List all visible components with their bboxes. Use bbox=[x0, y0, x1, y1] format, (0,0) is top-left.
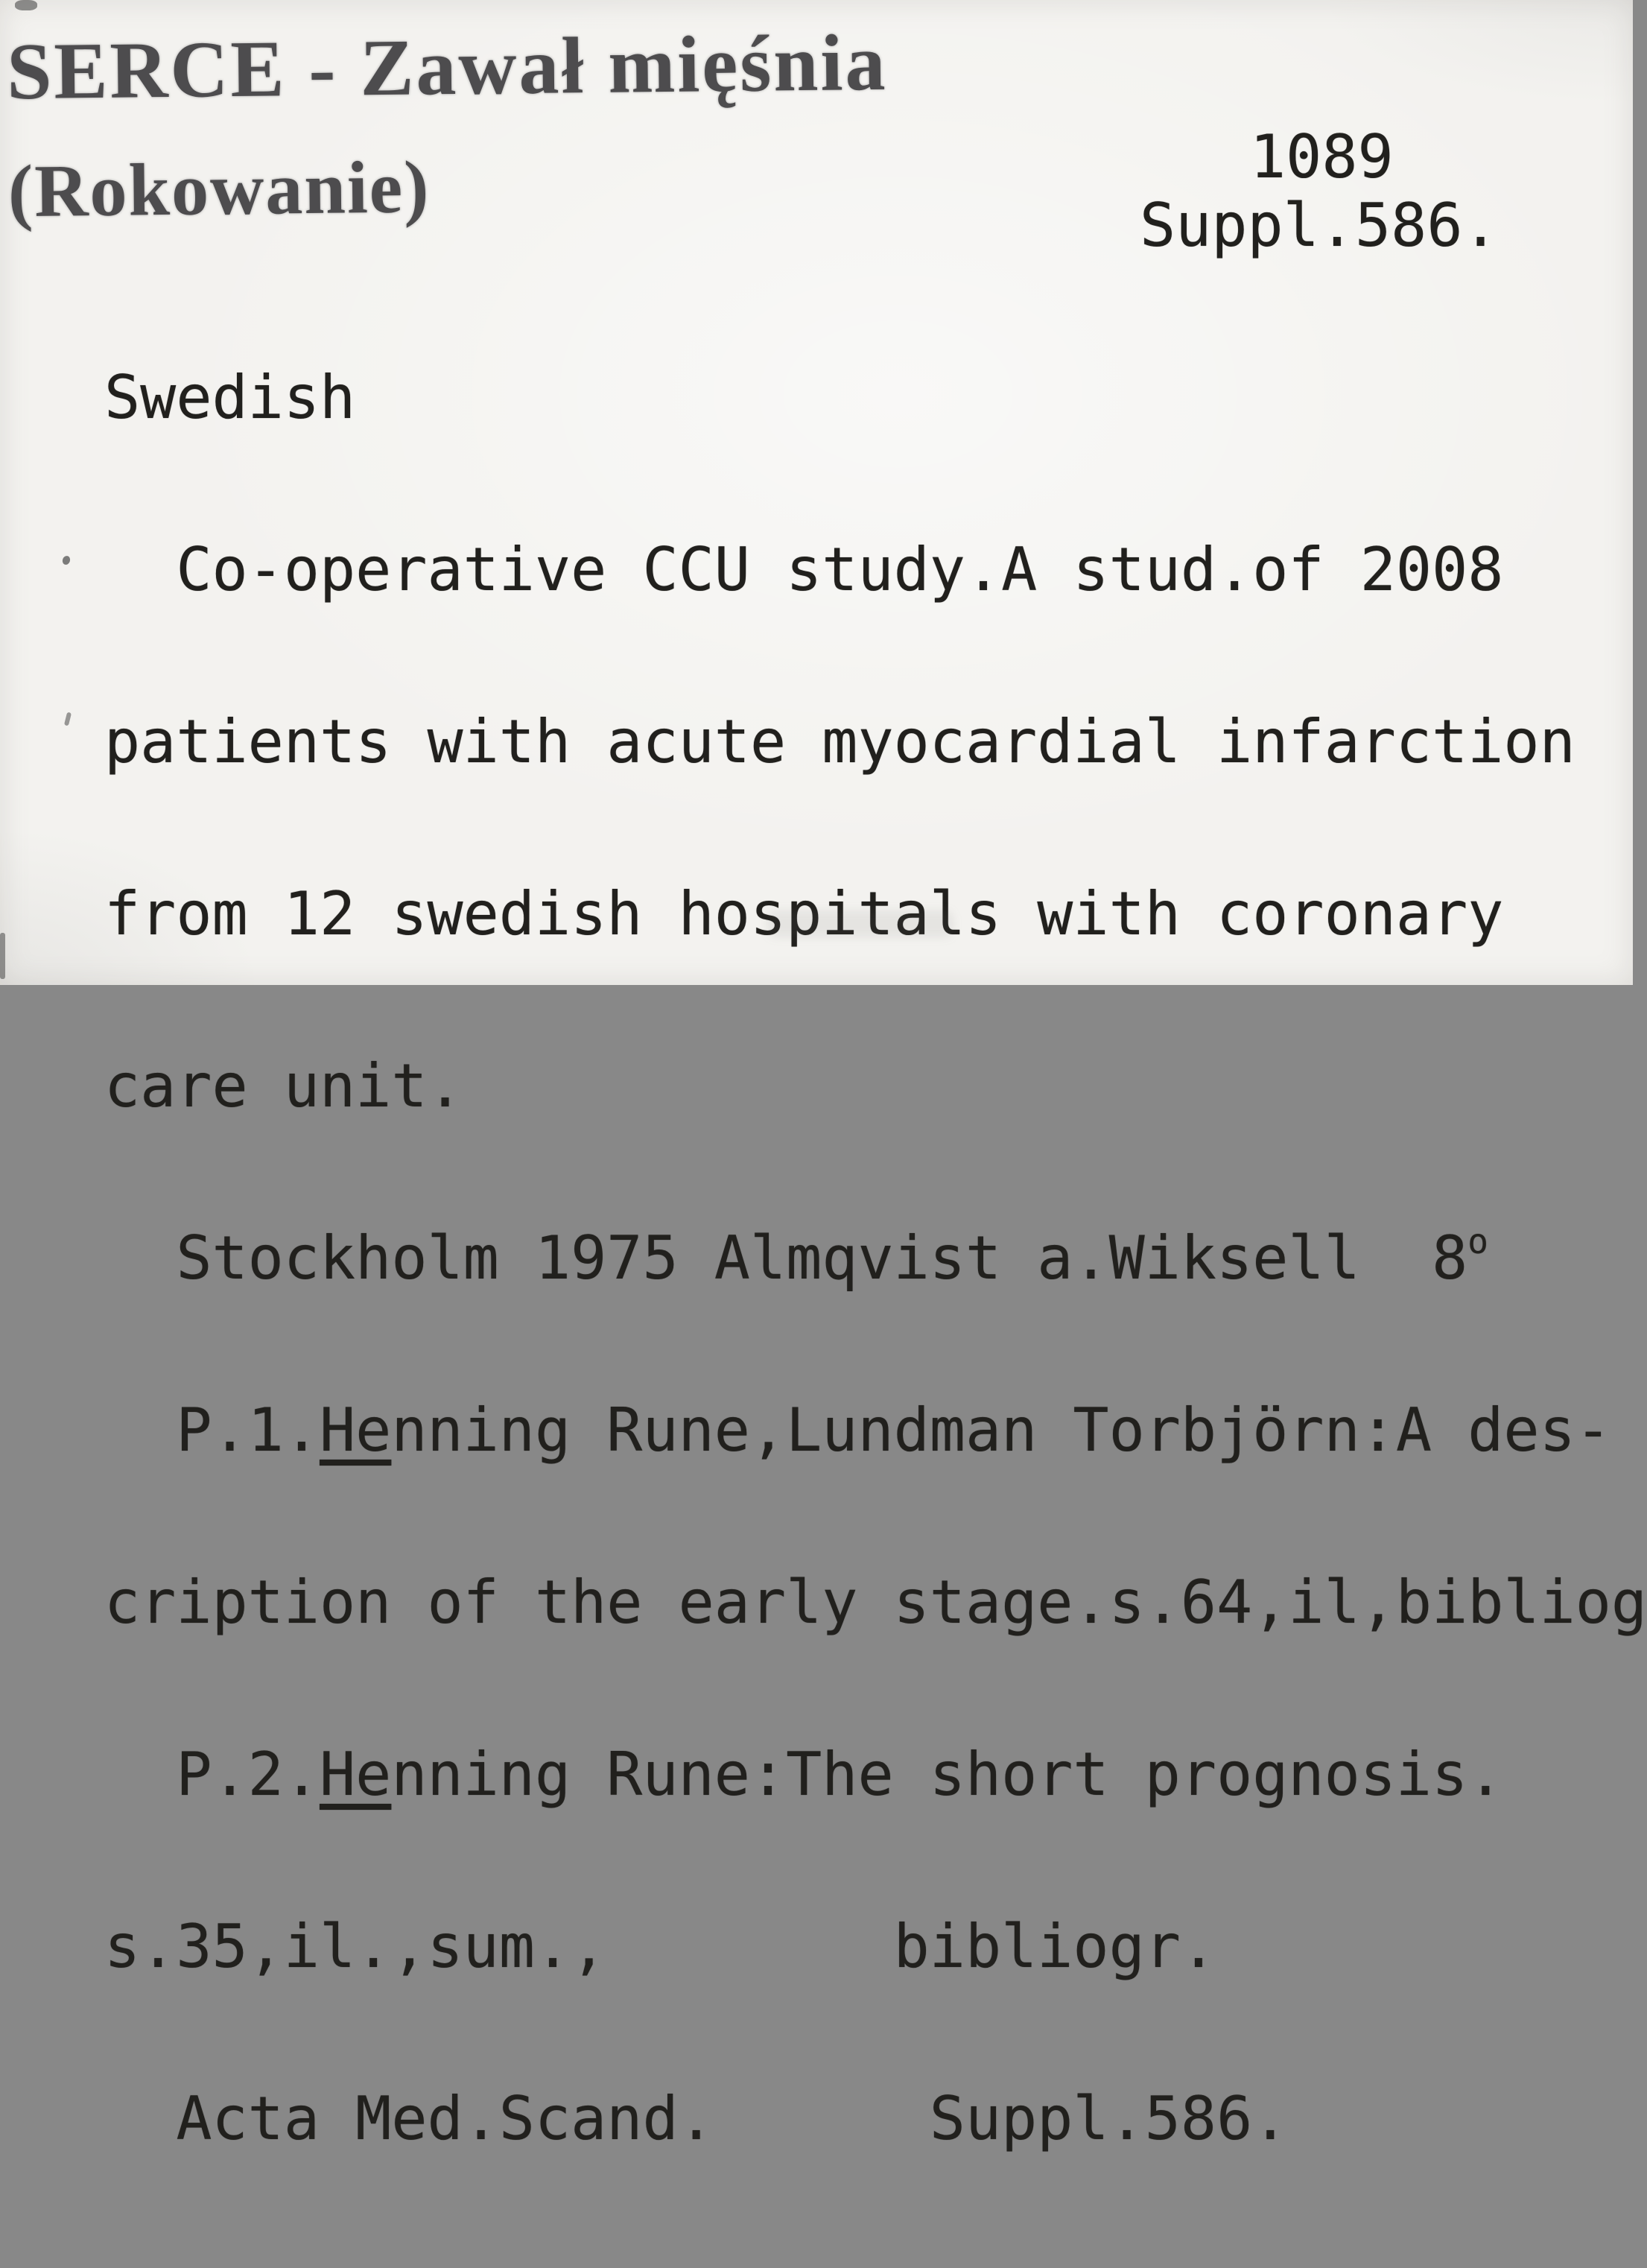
scan-speck bbox=[64, 712, 72, 726]
card-body bbox=[104, 254, 1647, 2262]
format-superscript: o bbox=[1467, 1221, 1488, 1261]
body-line-title-1: Co-operative CCU study.A stud.of 2008 bbox=[104, 535, 1504, 604]
body-line-title-4: care unit. bbox=[104, 1051, 463, 1121]
subject-heading-line1: SERCE - Zawał mięśnia bbox=[6, 18, 888, 117]
body-line-title-3: from 12 swedish hospitals with coronary bbox=[104, 879, 1504, 948]
scan-smudge bbox=[767, 910, 953, 937]
body-line-part1 bbox=[104, 1396, 1647, 1465]
part1-rest: nning Rune,Lundman Torbjörn:A des- bbox=[391, 1396, 1611, 1465]
body-line-part1-cont: cription of the early stage.s.64,il,bibliog bbox=[104, 1568, 1647, 1637]
body-line-source: Acta Med.Scand. Suppl.586. bbox=[104, 2084, 1289, 2153]
reference-number: 1089 bbox=[1250, 122, 1394, 191]
scan-speck bbox=[61, 555, 71, 566]
subject-heading bbox=[6, 0, 889, 259]
part2-underlined-author: He bbox=[319, 1740, 392, 1809]
part2-rest: nning Rune:The short prognosis. bbox=[391, 1740, 1504, 1809]
part1-prefix: P.1. bbox=[104, 1396, 320, 1465]
subject-heading-line2: (Rokowanie) bbox=[7, 145, 431, 233]
body-line-language: Swedish bbox=[104, 363, 356, 432]
imprint-text: Stockholm 1975 Almqvist a.Wiksell 8 bbox=[104, 1223, 1468, 1293]
reference-supplement: Suppl.586. bbox=[1140, 191, 1499, 260]
body-line-imprint bbox=[104, 1221, 1647, 1293]
part2-prefix: P.2. bbox=[104, 1740, 320, 1809]
body-line-part2 bbox=[104, 1740, 1647, 1809]
body-line-collation: s.35,il.,sum., bibliogr. bbox=[104, 1912, 1217, 1981]
part1-underlined-author: He bbox=[319, 1396, 392, 1465]
scan-speck bbox=[15, 0, 37, 10]
scan-speck bbox=[0, 933, 5, 979]
body-line-title-2: patients with acute myocardial infarction bbox=[104, 707, 1575, 776]
